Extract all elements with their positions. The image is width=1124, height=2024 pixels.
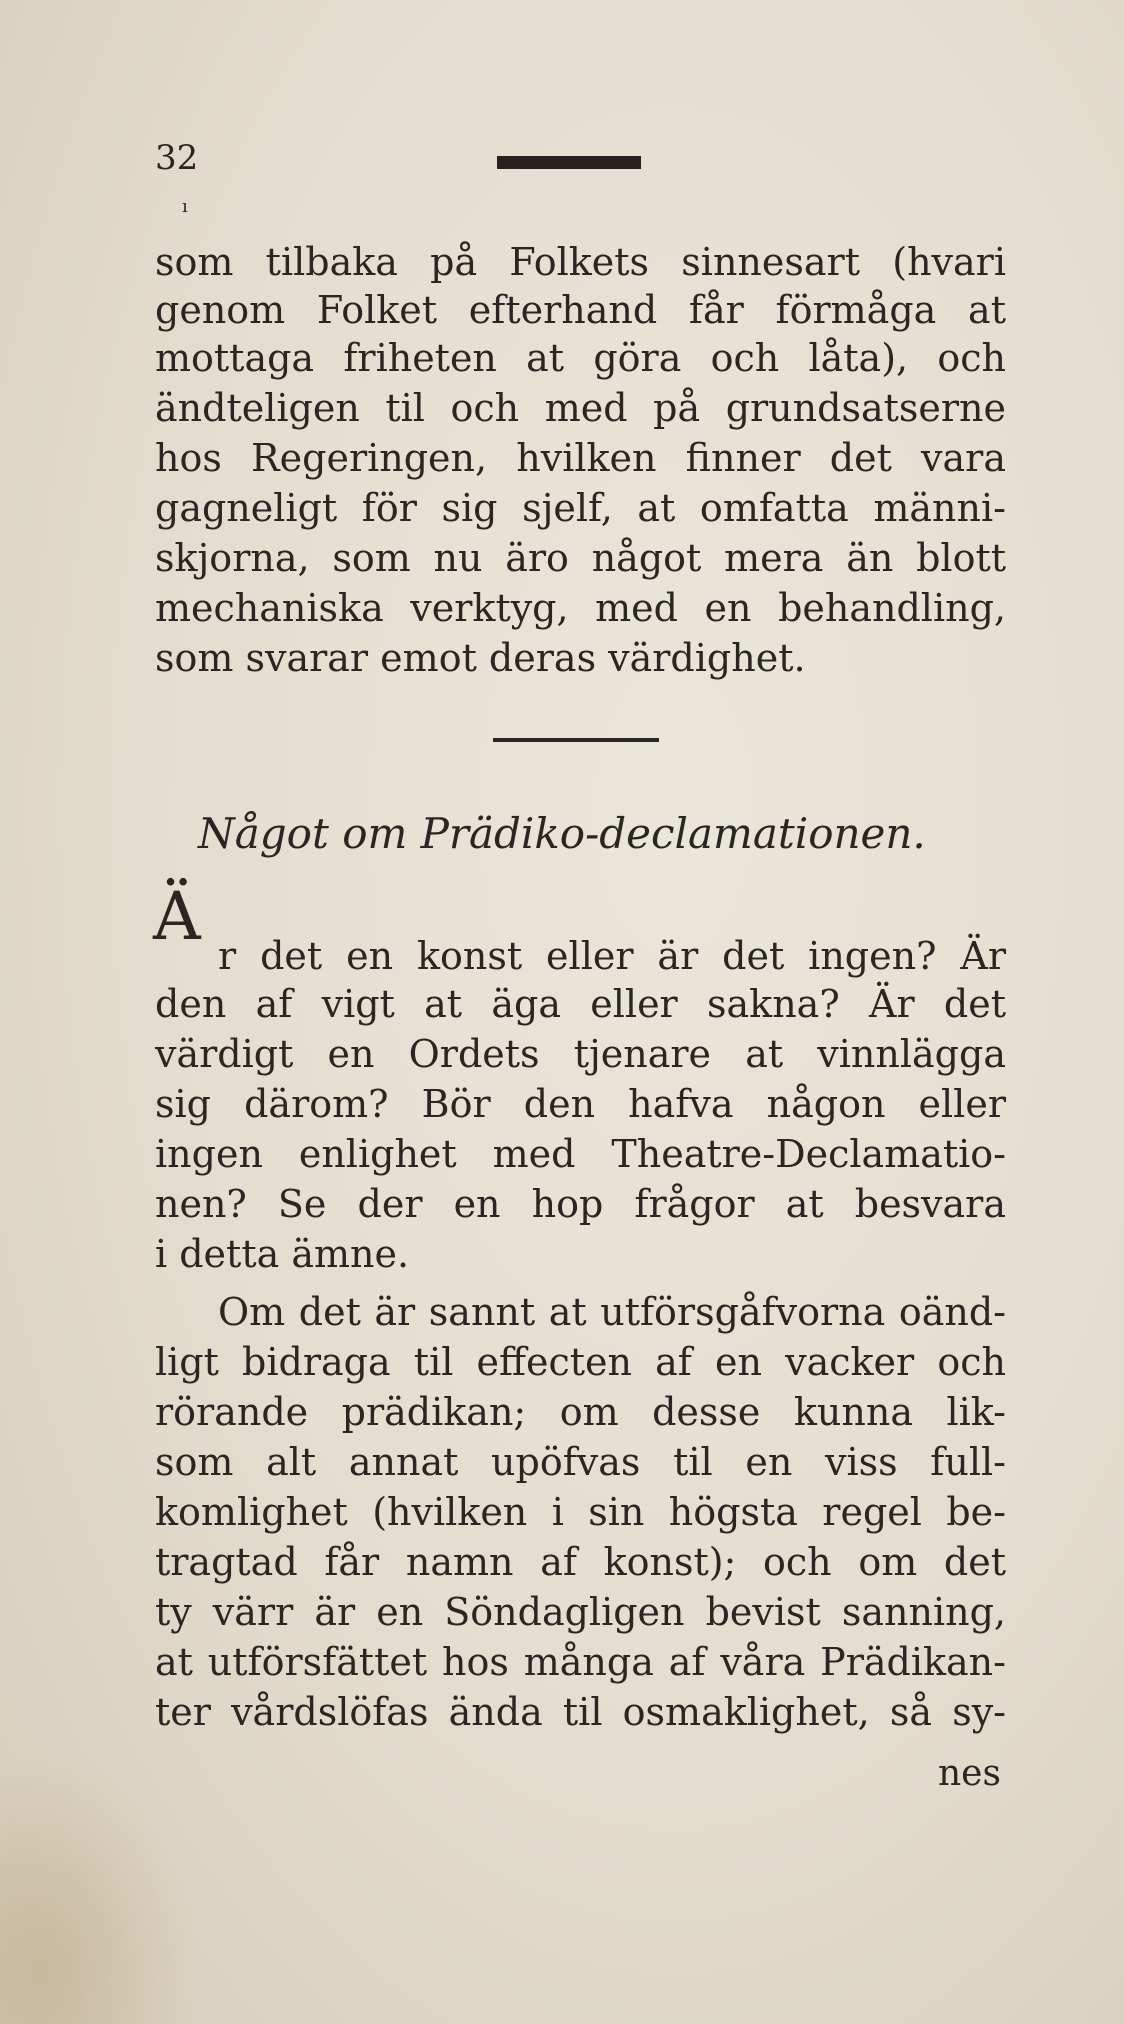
page-number: 32 (155, 138, 199, 178)
drop-cap: Ä (153, 878, 201, 955)
text-line: ty värr är en Söndagligen bevist sanning, (155, 1590, 1006, 1634)
text-line: ingen enlighet med Theatre-Declamatio- (155, 1132, 1006, 1176)
text-line: ändteligen til och med på grundsatserne (155, 386, 1006, 430)
catchword: nes (938, 1753, 1001, 1794)
paper-stain (0, 1750, 200, 2024)
section-heading: Något om Prädiko-declamationen. (198, 809, 926, 858)
text-line: mechaniska verktyg, med en behandling, (155, 586, 1006, 630)
text-line: mottaga friheten at göra och låta), och (155, 336, 1006, 380)
text-line: som tilbaka på Folkets sinnesart (hvari (155, 240, 1006, 284)
text-line: tragtad får namn af konst); och om det (155, 1540, 1006, 1584)
text-line: ter vårdslöfas ända til osmaklighet, så sy- (155, 1690, 1006, 1734)
text-line: r det en konst eller är det ingen? Är (218, 934, 1006, 978)
text-line: skjorna, som nu äro något mera än blott (155, 536, 1006, 580)
text-line: rörande prädikan; om desse kunna lik- (155, 1390, 1006, 1434)
text-line: som alt annat upöfvas til en viss full- (155, 1440, 1006, 1484)
header-rule (497, 156, 641, 169)
text-line: ligt bidraga til effecten af en vacker och (155, 1340, 1006, 1384)
section-separator (493, 738, 659, 742)
text-line: nen? Se der en hop frågor at besvara (155, 1182, 1006, 1226)
text-line: Om det är sannt at utförsgåfvorna oänd- (218, 1290, 1006, 1334)
text-line: gagneligt för sig sjelf, at omfatta männi- (155, 486, 1006, 530)
text-line: komlighet (hvilken i sin högsta regel be- (155, 1490, 1006, 1534)
text-line: at utförsfättet hos många af våra Prädikan- (155, 1640, 1006, 1684)
text-line: värdigt en Ordets tjenare at vinnlägga (155, 1032, 1006, 1076)
text-line: den af vigt at äga eller sakna? Är det (155, 982, 1006, 1026)
text-line: sig därom? Bör den hafva någon eller (155, 1082, 1006, 1126)
text-line: i detta ämne. (155, 1232, 410, 1276)
signature-mark: ı (182, 196, 188, 217)
text-line: hos Regeringen, hvilken finner det vara (155, 436, 1006, 480)
text-line: som svarar emot deras värdighet. (155, 636, 806, 680)
text-line: genom Folket efterhand får förmåga at (155, 288, 1006, 332)
